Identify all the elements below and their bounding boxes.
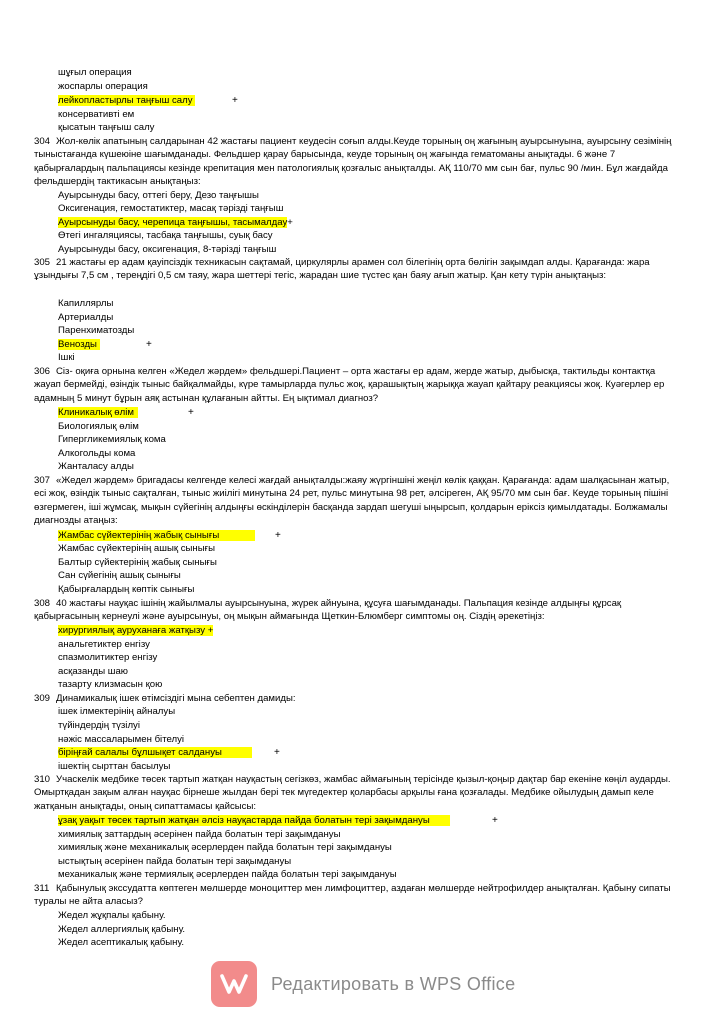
option-line-correct: Ауырсынуды басу, черепица таңғышы, тасымалдау+ — [58, 217, 293, 228]
option-line: Жамбас сүйектерінің ашық сынығы — [58, 543, 216, 554]
option-line: Жедел жұқпалы қабыну. — [58, 910, 166, 921]
question-311: 311 Қабынулық экссудатта көптеген мөлшерде моноциттер мен лимфоциттер, аздаған мөлшерде нейтрофилдер анықталған. Қабыну сипаты туралы не айта аласыз? — [34, 883, 671, 908]
option-line: түйіндердің түзілуі — [58, 720, 140, 731]
option-line: Сан сүйегінің ашық сынығы — [58, 570, 181, 581]
option-line-correct: Венозды + — [58, 339, 152, 350]
wps-logo-icon — [211, 961, 257, 1007]
question-305: 305 21 жастағы ер адам қауіпсіздік техникасын сақтамай, циркулярлы арамен сол білегінің орта бөлігін зақымдап алды. Қарағанда: жара ұзындығы 7,5 см , тереңдігі 0,5 см таяу, жара шеттері тегіс, жарадан шие түстес қан баяу ағып жатыр. Қан кету түрін анықтаңыз: — [34, 257, 650, 282]
question-304: 304 Жол-көлік апатының салдарынан 42 жастағы пациент кеудесін соғып алды.Кеуде торының оң жағының ауырсынуына, ауырсыну сезімінің тыныстағанда күшеюіне шағымданады. Фельдшер қарау барысында, кеуде торының оң жағында гематоманы анықтады. 6 және 7 қабырғалардың пальпациясы кезінде крепитация мен патологиялық қозғалыс анықталды. АҚ 110/70 мм сын бағ, пульс 90 /мин. Бұл жағдайда фельдшердің тактикасын анықтаңыз: — [34, 136, 672, 188]
option-line: Капиллярлы — [58, 298, 114, 309]
option-line: тазарту клизмасын қою — [58, 679, 163, 690]
option-line: Жедел аллергиялық қабыну. — [58, 924, 186, 935]
option-line: консервативті ем — [58, 109, 135, 120]
question-310: 310 Учаскелік медбике төсек тартып жатқан науқастың сегізкөз, жамбас аймағының терісінде қызыл-қоңыр дақтар бар екеніне көңіл аударды. Омыртқадан зақым алған науқас бірнеше жылдан бері тек мүгедектер қоларбасы арқылы ғана қозғалады. Медбике ойылудың дамып келе жатқанын анықтады, оның сипаттамасы қайсысы: — [34, 774, 671, 812]
option-line-correct: лейкопластырлы таңғыш салу + — [58, 95, 238, 106]
option-line-correct: Клиникалық өлім + — [58, 407, 194, 418]
option-line: Ауырсынуды басу, оксигенация, 8-тәрізді таңғыш — [58, 244, 277, 255]
wps-edit-button[interactable] — [211, 961, 515, 1007]
option-line: Балтыр сүйектерінің жабық сынығы — [58, 557, 217, 568]
correct-mark: + — [287, 217, 293, 228]
option-line: нәжіс массаларымен бітелуі — [58, 734, 185, 745]
question-306: 306 Сіз- оқиға орнына келген «Жедел жәрдем» фельдшері.Пациент – орта жастағы ер адам, жерде жатыр, дыбысқа, тактильды контактқа жауап бермейді, өзіндік тыныс байқалмайды, күре тамырларда пульс жоқ, қарашықтың жарыққа жауап қайтару реакциясы жоқ. Куәгерлер ер адамның 5 минут бұрын аяқ астынан құлағанын айтты. Ең ықтимал диагноз? — [34, 366, 665, 404]
question-307: 307 «Жедел жәрдем» бригадасы келгенде келесі жағдай анықталды:жаяу жүргіншіні жеңіл көлік қаққан. Қарағанда: адам шалқасынан жатыр, есі жоқ, өзіндік тыныс сақталған, тыныс жиілігі минутына 24 рет, пульс минутына 98 рет, әлсіреген, АҚ 95/70 мм сын бағ. Кеуде торының пішіні өзгермеген, іші жұмсақ, мықын сүйегінің алдыңғы өскінділерін басқанда зардап шегуші ыңырсып, қолдарын еріксіз қимылдатады. Болжамалы диагнозды атаңыз: — [34, 475, 670, 527]
option-line: химиялық және механикалық әсерлерден пайда болатын тері зақымдануы — [58, 842, 392, 853]
option-line: қысатын таңғыш салу — [58, 122, 155, 133]
option-line-correct: хирургиялық ауруханаға жатқызу + — [58, 625, 214, 636]
correct-mark: + — [274, 747, 280, 758]
option-line: Ауырсынуды басу, оттегі беру, Дезо таңғышы — [58, 190, 259, 201]
option-line-correct: Жамбас сүйектерінің жабық сынығы + — [58, 530, 281, 541]
option-line: анальгетиктер енгізу — [58, 639, 150, 650]
question-308: 308 40 жастағы науқас ішінің жайылмалы ауырсынуына, жүрек айнуына, құсуға шағымданады. Пальпация кезінде алдыңғы құрсақ қабырғасының кернеулі және ауырсынуы, оң мықын аймағында Щеткин-Блюмберг симптомы оң. Сіздің әрекетіңіз: — [34, 598, 622, 623]
question-309: 309 Динамикалық ішек өтімсіздігі мына себептен дамиды: — [34, 693, 296, 704]
option-line: жоспарлы операция — [58, 81, 148, 92]
option-line: Жедел асептикалық қабыну. — [58, 937, 184, 948]
option-line: Қабырғалардың көптік сынығы — [58, 584, 195, 595]
option-line: спазмолитиктер енгізу — [58, 652, 158, 663]
correct-mark: + — [146, 339, 152, 350]
option-line: ыстықтың әсерінен пайда болатын тері зақымдануы — [58, 856, 292, 867]
correct-mark: + — [275, 530, 281, 541]
option-line: Өтегі ингаляциясы, тасбақа таңғышы, суық басу — [58, 230, 273, 241]
option-line: Артериалды — [58, 312, 114, 323]
option-line: ішек ілмектерінің айналуы — [58, 706, 176, 717]
option-line: Паренхиматозды — [58, 325, 135, 336]
option-line: шұғыл операция — [58, 67, 132, 78]
option-line: Биологиялық өлім — [58, 421, 139, 432]
correct-mark: + — [492, 815, 498, 826]
option-line: Жанталасу алды — [58, 461, 134, 472]
correct-mark: + — [188, 407, 194, 418]
wps-logo-icon-glyph — [219, 969, 249, 999]
wps-edit-label: Редактировать в WPS Office — [271, 973, 516, 994]
correct-mark: + — [232, 95, 238, 106]
option-line: Алкогольды кома — [58, 448, 136, 459]
option-line: Ішкі — [58, 352, 75, 363]
option-line: ішектің сырттан басылуы — [58, 761, 171, 772]
option-line: Оксигенация, гемостатиктер, масақ тәрізді таңғыш — [58, 203, 284, 214]
option-line-correct: біріңғай салалы бұлшықет салдануы + — [58, 747, 280, 758]
option-line: химиялық заттардың әсерінен пайда болатын тері зақымдануы — [58, 829, 341, 840]
option-line: Гипергликемиялық кома — [58, 434, 166, 445]
option-line-correct: ұзақ уақыт төсек тартып жатқан әлсіз науқастарда пайда болатын тері зақымдануы + — [58, 815, 498, 826]
option-line: асқазанды шаю — [58, 666, 128, 677]
option-line: механикалық және термиялық әсерлерден пайда болатын тері зақымдануы — [58, 869, 397, 880]
